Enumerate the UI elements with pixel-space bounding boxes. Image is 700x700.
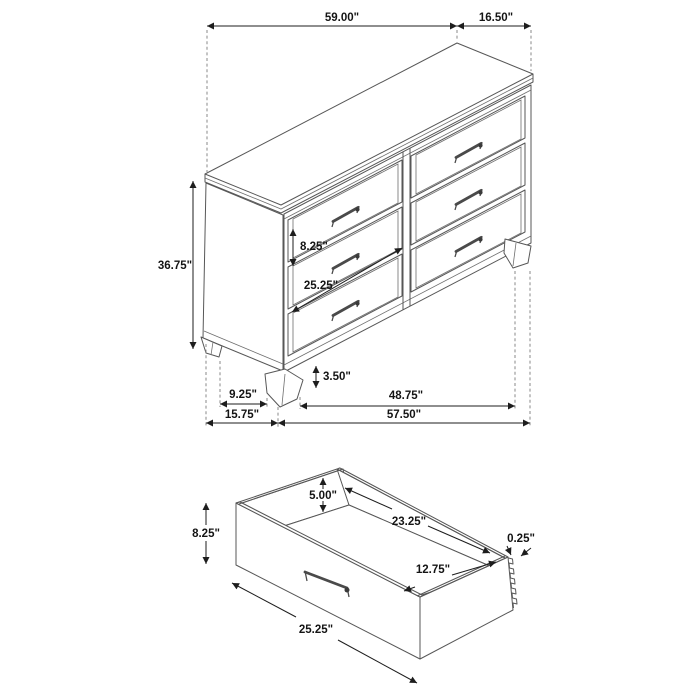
dim-label-drawer-front-height: 8.25" (300, 241, 328, 253)
dim-front-base-span (300, 390, 515, 406)
dim-label-drawer-height: 8.25" (192, 528, 220, 540)
dim-drawer-height (192, 503, 220, 564)
dim-label-interior-depth: 5.00" (309, 490, 337, 502)
dim-overall-height (158, 181, 193, 349)
dim-foot-spacing (220, 389, 267, 404)
dim-label-base-width: 57.50" (386, 409, 422, 421)
dim-top-depth (457, 12, 531, 26)
dim-base-width (278, 409, 530, 423)
dim-label-foot-height: 3.50" (323, 371, 351, 383)
dim-label-interior-length: 12.75" (415, 564, 451, 576)
dim-label-interior-width: 23.25" (391, 516, 427, 528)
dim-label-drawer-front-width: 25.25" (303, 280, 339, 292)
dim-label-side-base-span: 15.75" (224, 409, 260, 421)
dim-foot-height (316, 366, 351, 388)
drawer-view (192, 468, 535, 683)
dim-label-foot-spacing: 9.25" (229, 389, 257, 401)
dim-side-base-span (206, 409, 278, 423)
dim-label-front-base-span: 48.75" (388, 390, 424, 402)
dim-label-panel-thickness: 0.25" (507, 533, 535, 545)
dim-panel-thickness (507, 533, 535, 556)
dim-label-drawer-width: 25.25" (298, 624, 334, 636)
dim-top-width (207, 12, 457, 26)
dim-label-top-width: 59.00" (324, 12, 360, 24)
dim-label-top-depth: 16.50" (478, 12, 514, 24)
dresser-view (158, 12, 533, 427)
dim-label-overall-height: 36.75" (157, 260, 193, 272)
